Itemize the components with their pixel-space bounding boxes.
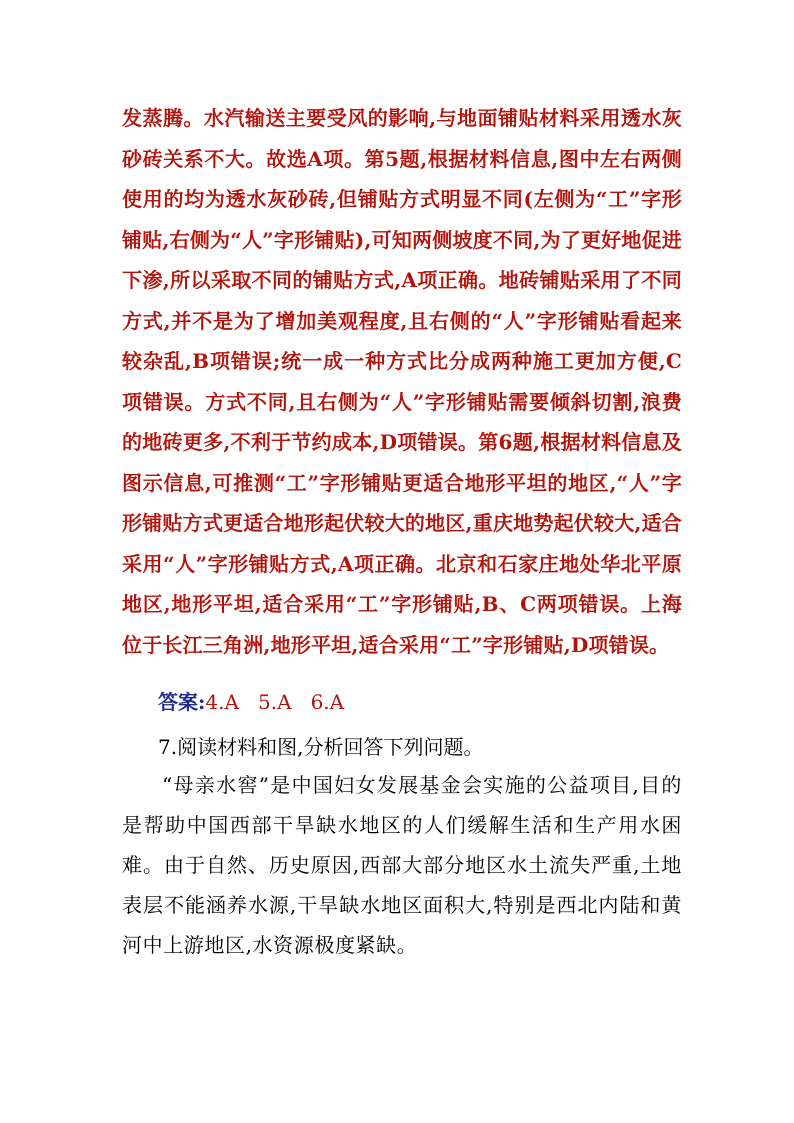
answer-explanation-paragraph: 发蒸腾。水汽输送主要受风的影响,与地面铺贴材料采用透水灰砂砖关系不大。故选A项。第5题,根据材料信息,图中左右两侧使用的均为透水灰砂砖,但铺贴方式明显不同(左侧为“工”字形铺贴,右侧为“人”字形铺贴),可知两侧坡度不同,为了更好地促进下渗,所以采取不同的铺贴方式,A项正确。地砖铺贴采用了不同方式,并不是为了增加美观程度,且右侧的“人”字形铺贴看起来较杂乱,B项错误;统一成一种方式比分成两种施工更加方便,C项错误。方式不同,且右侧为“人”字形铺贴需要倾斜切割,浪费的地砖更多,不利于节约成本,D项错误。第6题,根据材料信息及图示信息,可推测“工”字形铺贴更适合地形平坦的地区,“人”字形铺贴方式更适合地形起伏较大的地区,重庆地势起伏较大,适合采用“人”字形铺贴方式,A项正确。北京和石家庄地处华北平原地区,地形平坦,适合采用“工”字形铺贴,B、C两项错误。上海位于长江三角洲,地形平坦,适合采用“工”字形铺贴,D项错误。 [122, 106, 682, 657]
reading-material-paragraph: “母亲水窖”是中国妇女发展基金会实施的公益项目,目的是帮助中国西部干旱缺水地区的人们缓解生活和生产用水困难。由于自然、历史原因,西部大部分地区水土流失严重,土地表层不能涵养水源,干旱缺水地区面积大,特别是西北内陆和黄河中上游地区,水资源极度紧缺。 [122, 773, 682, 957]
answer-line [158, 682, 344, 722]
answer-label: 答案: [158, 690, 206, 714]
question-prompt: 7.阅读材料和图,分析回答下列问题。 [158, 735, 484, 759]
answer-value: 4.A 5.A 6.A [205, 690, 345, 714]
